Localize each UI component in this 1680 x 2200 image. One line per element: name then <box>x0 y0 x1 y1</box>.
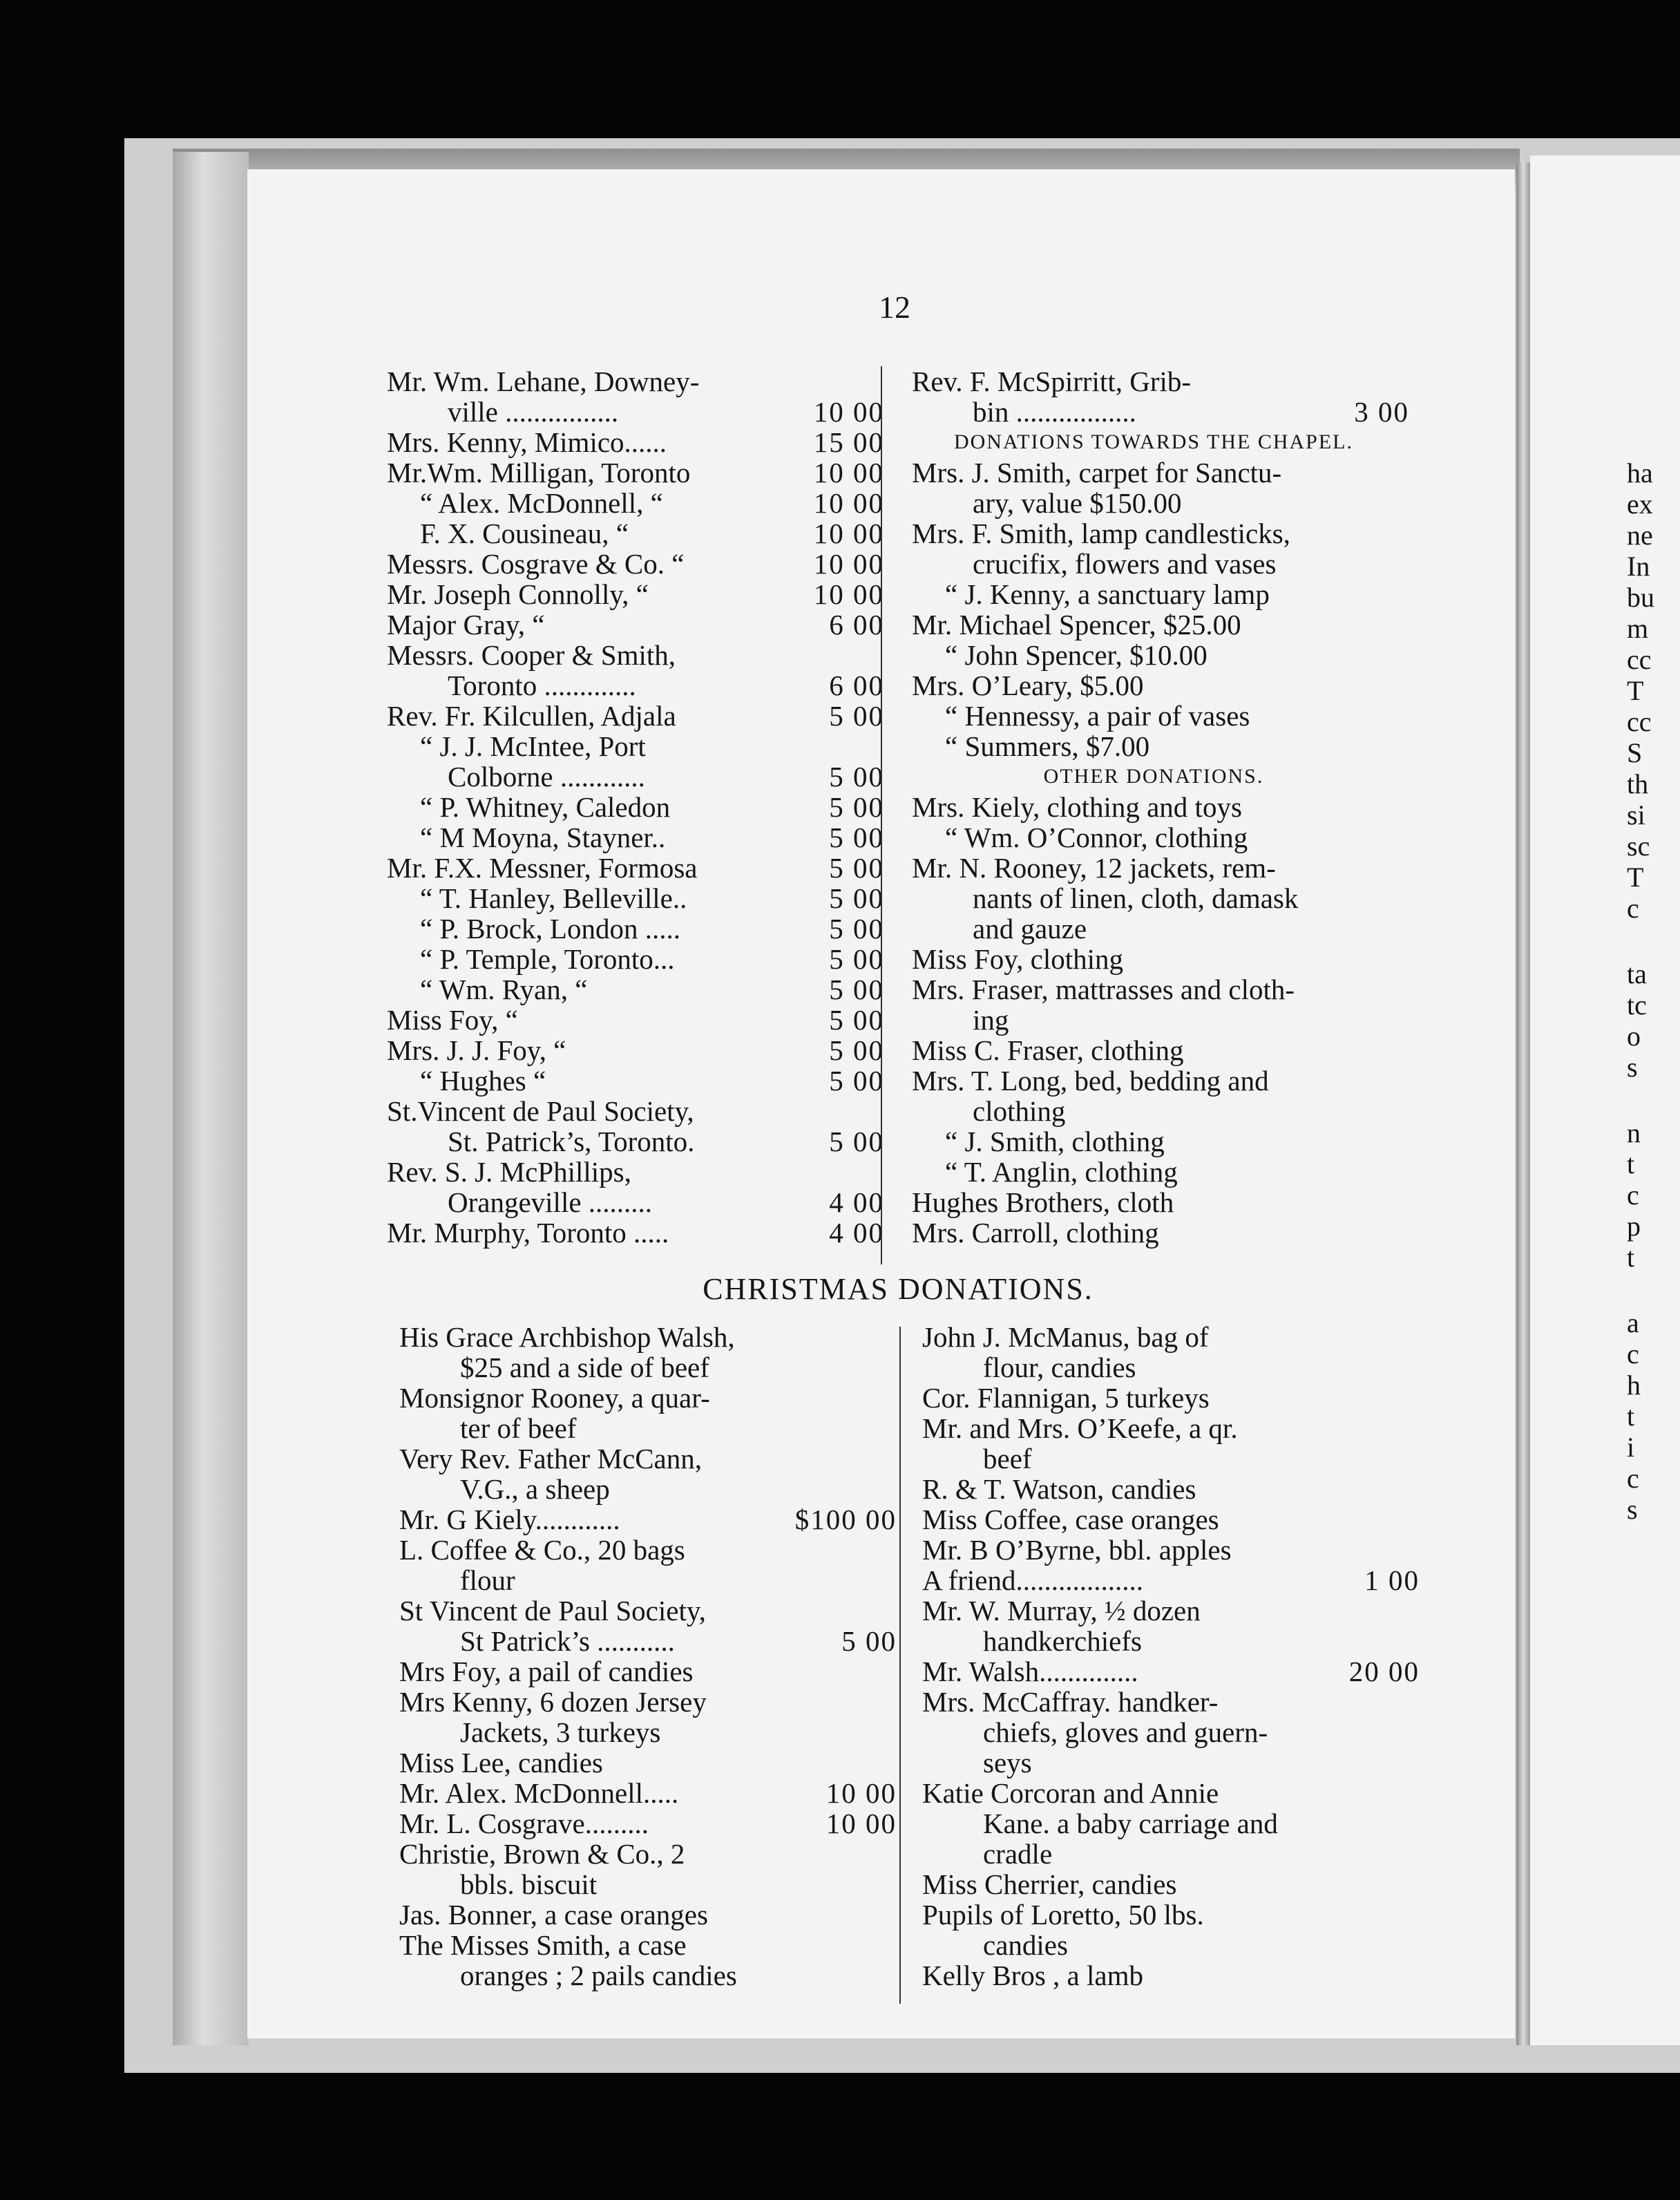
donor-text-continued: St Patrick’s ........... <box>460 1625 675 1657</box>
donor-text: A friend.................. <box>922 1564 1143 1596</box>
donation-entry <box>399 1839 897 1899</box>
donation-entry <box>399 1747 897 1778</box>
donation-amount: 5 00 <box>829 1126 884 1157</box>
donor-text-continued: St. Patrick’s, Toronto. <box>448 1126 695 1157</box>
donation-entry <box>912 853 1409 944</box>
donation-entry <box>387 549 884 579</box>
donor-text-continued: beef <box>983 1443 1032 1474</box>
donor-text-continued: oranges ; 2 pails candies <box>460 1960 737 1991</box>
facing-page-fragment: o <box>1627 1021 1641 1052</box>
donation-entry <box>922 1413 1420 1474</box>
facing-page-fragment: T <box>1627 862 1644 893</box>
donation-entry <box>399 1504 897 1535</box>
donor-text-continued: Orangeville ......... <box>448 1186 653 1218</box>
donation-entry <box>399 1322 897 1383</box>
donor-text: Mrs. J. Smith, carpet for Sanctu- <box>912 457 1282 489</box>
facing-page-fragment: t <box>1627 1401 1635 1432</box>
donation-amount: 5 00 <box>829 791 884 823</box>
donation-entry <box>912 1157 1409 1187</box>
facing-page-fragment: t <box>1627 1148 1635 1179</box>
donor-text: Miss Coffee, case oranges <box>922 1504 1219 1535</box>
donation-entry <box>387 701 884 731</box>
donor-text: Mr. L. Cosgrave......... <box>399 1808 649 1839</box>
donor-text: The Misses Smith, a case <box>399 1929 687 1961</box>
donor-text-continued: V.G., a sheep <box>460 1473 610 1505</box>
donation-entry <box>922 1778 1420 1869</box>
donation-amount: 5 00 <box>829 822 884 853</box>
facing-page-fragment: c <box>1627 1179 1639 1211</box>
donor-text: Messrs. Cooper & Smith, <box>387 639 676 671</box>
donation-amount: 5 00 <box>829 761 884 793</box>
facing-page-fragment: ha <box>1627 457 1653 489</box>
facing-page-fragment: T <box>1627 675 1644 706</box>
donor-text-continued: crucifix, flowers and vases <box>973 548 1277 580</box>
donation-amount: 5 00 <box>841 1625 897 1657</box>
donation-amount: 10 00 <box>813 457 884 489</box>
donor-text: Mr. B O’Byrne, bbl. apples <box>922 1534 1232 1566</box>
donation-entry <box>387 822 884 853</box>
donation-entry <box>912 822 1409 853</box>
donor-text: “ Hughes “ <box>420 1065 546 1097</box>
donation-entry <box>399 1778 897 1808</box>
donor-text-continued: seys <box>983 1747 1032 1779</box>
facing-page-fragment: i <box>1627 1432 1635 1463</box>
donor-text: Rev. S. J. McPhillips, <box>387 1156 631 1188</box>
facing-page-fragment: n <box>1627 1117 1641 1148</box>
facing-page-fragment: s <box>1627 1052 1638 1083</box>
donation-amount: 5 00 <box>829 852 884 884</box>
donation-entry <box>387 640 884 701</box>
donation-amount: 5 00 <box>829 1034 884 1066</box>
donation-entry <box>387 488 884 518</box>
donation-entry <box>912 640 1409 670</box>
donation-entry <box>387 1157 884 1217</box>
donation-amount: 5 00 <box>829 1065 884 1097</box>
donor-text-continued: Colborne ............ <box>448 761 645 793</box>
donor-text: His Grace Archbishop Walsh, <box>399 1321 735 1353</box>
donor-text: “ M Moyna, Stayner.. <box>420 822 666 853</box>
donation-amount: 10 00 <box>813 487 884 519</box>
donor-text: Mrs. McCaffray. handker- <box>922 1686 1219 1718</box>
donor-text-continued: bin ................. <box>973 396 1136 428</box>
donation-entry <box>912 731 1409 761</box>
donation-entry <box>912 792 1409 822</box>
donation-list-right <box>912 366 1409 1248</box>
donor-text-continued: Toronto ............. <box>448 670 636 701</box>
donation-entry <box>912 1187 1409 1217</box>
donor-text-continued: and gauze <box>973 913 1087 945</box>
donation-entry <box>387 944 884 974</box>
donor-text: Monsignor Rooney, a quar- <box>399 1382 710 1414</box>
donation-amount: 5 00 <box>829 700 884 732</box>
facing-page-fragment: c <box>1627 1463 1639 1494</box>
donor-text: John J. McManus, bag of <box>922 1321 1209 1353</box>
donation-entry <box>387 792 884 822</box>
facing-page-fragment: s <box>1627 1494 1638 1525</box>
facing-page-fragment: cc <box>1627 644 1652 675</box>
donation-entry <box>922 1535 1420 1565</box>
donation-amount: 10 00 <box>813 578 884 610</box>
donor-text: “ Wm. O’Connor, clothing <box>945 822 1248 853</box>
donation-amount: 5 00 <box>829 913 884 945</box>
donation-entry <box>387 731 884 792</box>
donation-entry <box>399 1899 897 1930</box>
donation-entry <box>912 1035 1409 1065</box>
facing-page-fragment: c <box>1627 1338 1639 1369</box>
donor-text-continued: candies <box>983 1929 1068 1961</box>
donation-entry <box>387 1005 884 1035</box>
donor-text: Mr. W. Murray, ½ dozen <box>922 1595 1201 1627</box>
donor-text-continued: ville ................ <box>448 396 619 428</box>
donor-text-continued: nants of linen, cloth, damask <box>973 882 1299 914</box>
donation-entry <box>922 1656 1420 1687</box>
donation-entry <box>922 1504 1420 1535</box>
facing-page-fragment: si <box>1627 799 1645 831</box>
facing-page-fragment: sc <box>1627 831 1650 862</box>
facing-page-fragment: a <box>1627 1307 1639 1338</box>
donation-entry <box>399 1595 897 1656</box>
donor-text: “ T. Hanley, Belleville.. <box>420 882 687 914</box>
donation-amount: 10 00 <box>825 1777 897 1809</box>
donation-entry <box>922 1899 1420 1960</box>
donation-entry <box>387 1217 884 1248</box>
section-subheading: DONATIONS TOWARDS THE CHAPEL. <box>953 430 1354 453</box>
donor-text: “ Hennessy, a pair of vases <box>945 700 1250 732</box>
donor-text: Katie Corcoran and Annie <box>922 1777 1219 1809</box>
donation-entry <box>922 1474 1420 1504</box>
donor-text: Mr. Walsh.............. <box>922 1656 1138 1687</box>
donation-amount: 20 00 <box>1348 1656 1420 1687</box>
donor-text: Jas. Bonner, a case oranges <box>399 1899 708 1931</box>
donor-text: “ T. Anglin, clothing <box>945 1156 1178 1188</box>
donor-text-continued: ary, value $150.00 <box>973 487 1182 519</box>
facing-page <box>1530 155 1680 2045</box>
donor-text: “ John Spencer, $10.00 <box>945 639 1208 671</box>
donor-text-continued: ter of beef <box>460 1412 577 1444</box>
column-divider <box>899 1327 901 2004</box>
donation-entry <box>922 1687 1420 1778</box>
donation-amount: 1 00 <box>1364 1564 1420 1596</box>
donor-text-continued: handkerchiefs <box>983 1625 1142 1657</box>
donation-entry <box>387 913 884 944</box>
donor-text: Hughes Brothers, cloth <box>912 1186 1174 1218</box>
facing-page-fragment: h <box>1627 1369 1641 1401</box>
facing-page-fragment: c <box>1627 893 1639 924</box>
facing-page-fragment: m <box>1627 613 1649 644</box>
donation-entry <box>912 1065 1409 1126</box>
facing-page-fragment: bu <box>1627 582 1654 613</box>
donation-entry <box>922 1869 1420 1899</box>
facing-page-fragment: p <box>1627 1211 1641 1242</box>
donor-text-continued: cradle <box>983 1838 1053 1870</box>
donor-text: Mr. Joseph Connolly, “ <box>387 578 649 610</box>
donation-entry <box>399 1930 897 1991</box>
donation-amount: 6 00 <box>829 609 884 641</box>
donor-text-continued: clothing <box>973 1095 1066 1127</box>
donor-text: Mr. Michael Spencer, $25.00 <box>912 609 1241 641</box>
donor-text: “ Alex. McDonnell, “ <box>420 487 663 519</box>
donation-amount: 4 00 <box>829 1186 884 1218</box>
facing-page-fragment: In <box>1627 551 1650 582</box>
donation-entry <box>387 1035 884 1065</box>
donation-entry <box>922 1565 1420 1595</box>
donor-text: St Vincent de Paul Society, <box>399 1595 706 1627</box>
page-gutter <box>1516 162 1530 2045</box>
facing-page-fragment: S <box>1627 737 1643 768</box>
donor-text: Pupils of Loretto, 50 lbs. <box>922 1899 1204 1931</box>
donation-entry <box>387 366 884 427</box>
donor-text: Mrs. J. J. Foy, “ <box>387 1034 566 1066</box>
donor-text-continued: chiefs, gloves and guern- <box>983 1716 1268 1748</box>
donation-amount: 10 00 <box>825 1808 897 1839</box>
donor-text: “ P. Whitney, Caledon <box>420 791 671 823</box>
donation-amount: 5 00 <box>829 974 884 1005</box>
donation-amount: 6 00 <box>829 670 884 701</box>
donor-text: Major Gray, “ <box>387 609 545 641</box>
donor-text: Cor. Flannigan, 5 turkeys <box>922 1382 1210 1414</box>
christmas-list-right <box>922 1322 1420 1991</box>
donor-text-continued: flour, candies <box>983 1352 1136 1383</box>
donor-text: Mr. N. Rooney, 12 jackets, rem- <box>912 852 1276 884</box>
donor-text-continued: bbls. biscuit <box>460 1868 598 1900</box>
donor-text-continued: $25 and a side of beef <box>460 1352 709 1383</box>
donor-text: Mr. G Kiely............ <box>399 1504 620 1535</box>
donor-text: Christie, Brown & Co., 2 <box>399 1838 685 1870</box>
donation-entry <box>912 944 1409 974</box>
donor-text: “ Wm. Ryan, “ <box>420 974 588 1005</box>
facing-page-fragment: ne <box>1627 520 1653 551</box>
donation-entry <box>399 1443 897 1504</box>
page-number: 12 <box>879 290 910 325</box>
donor-text: “ Summers, $7.00 <box>945 730 1150 762</box>
book-spine <box>173 152 249 2045</box>
donor-text: Mrs. Fraser, mattrasses and cloth- <box>912 974 1295 1005</box>
donation-entry <box>912 366 1409 427</box>
donation-entry <box>912 1126 1409 1157</box>
donation-entry <box>912 457 1409 518</box>
donor-text: Messrs. Cosgrave & Co. “ <box>387 548 685 580</box>
donation-entry <box>387 609 884 640</box>
donor-text: Mrs Foy, a pail of candies <box>399 1656 694 1687</box>
donor-text: “ J. Kenny, a sanctuary lamp <box>945 578 1270 610</box>
section-subheading: OTHER DONATIONS. <box>1043 765 1264 788</box>
donation-entry <box>922 1595 1420 1656</box>
donor-text: St.Vincent de Paul Society, <box>387 1095 694 1127</box>
donor-text: “ P. Brock, London ..... <box>420 913 680 945</box>
facing-page-fragment: tc <box>1627 989 1647 1021</box>
donor-text: Rev. F. McSpirritt, Grib- <box>912 366 1192 397</box>
donor-text: “ P. Temple, Toronto... <box>420 943 675 975</box>
donation-list-left <box>387 366 884 1248</box>
donation-entry <box>387 974 884 1005</box>
donor-text: “ J. J. McIntee, Port <box>420 730 646 762</box>
donation-amount: 15 00 <box>813 426 884 458</box>
donation-entry <box>387 518 884 549</box>
donor-text: Mr. and Mrs. O’Keefe, a qr. <box>922 1412 1238 1444</box>
donor-text: Mrs. T. Long, bed, bedding and <box>912 1065 1269 1097</box>
donor-text: Miss Foy, “ <box>387 1004 518 1036</box>
donation-amount: $100 00 <box>794 1504 897 1535</box>
donor-text: “ J. Smith, clothing <box>945 1126 1165 1157</box>
donor-text: Mrs Kenny, 6 dozen Jersey <box>399 1686 707 1718</box>
donation-amount: 5 00 <box>829 882 884 914</box>
facing-page-fragment: ta <box>1627 958 1647 989</box>
christmas-list-left <box>399 1322 897 1991</box>
donation-entry <box>922 1383 1420 1413</box>
donation-entry <box>387 853 884 883</box>
donor-text: Mrs. Carroll, clothing <box>912 1217 1159 1249</box>
donor-text-continued: Kane. a baby carriage and <box>983 1808 1278 1839</box>
donation-entry <box>399 1535 897 1595</box>
facing-page-fragment: cc <box>1627 706 1652 737</box>
donation-entry <box>912 701 1409 731</box>
donation-entry <box>912 670 1409 701</box>
donor-text: Mrs. F. Smith, lamp candlesticks, <box>912 518 1290 549</box>
donor-text: Mr. Alex. McDonnell..... <box>399 1777 679 1809</box>
donor-text: Mr. F.X. Messner, Formosa <box>387 852 698 884</box>
donation-amount: 4 00 <box>829 1217 884 1249</box>
donor-text-continued: Jackets, 3 turkeys <box>460 1716 661 1748</box>
facing-page-fragment: ex <box>1627 489 1653 520</box>
donation-entry <box>912 1217 1409 1248</box>
donation-amount: 5 00 <box>829 943 884 975</box>
facing-page-fragment: th <box>1627 768 1649 799</box>
donation-entry <box>399 1687 897 1747</box>
donor-text: Mr. Wm. Lehane, Downey- <box>387 366 700 397</box>
donation-amount: 3 00 <box>1354 396 1409 428</box>
donation-entry <box>387 1065 884 1096</box>
donation-entry <box>912 579 1409 609</box>
donor-text: Kelly Bros , a lamb <box>922 1960 1143 1991</box>
donor-text: Mr. Murphy, Toronto ..... <box>387 1217 669 1249</box>
christmas-heading: CHRISTMAS DONATIONS. <box>703 1272 1094 1306</box>
donation-entry <box>922 1322 1420 1383</box>
donation-amount: 10 00 <box>813 396 884 428</box>
column-divider <box>881 366 882 1264</box>
donor-text: Mrs. Kenny, Mimico...... <box>387 426 667 458</box>
donation-amount: 10 00 <box>813 548 884 580</box>
donation-entry <box>387 457 884 488</box>
donor-text: Miss Foy, clothing <box>912 943 1124 975</box>
donation-entry <box>912 518 1409 579</box>
donation-entry <box>399 1808 897 1839</box>
donation-entry <box>387 1096 884 1157</box>
donation-amount: 5 00 <box>829 1004 884 1036</box>
donor-text: Miss Lee, candies <box>399 1747 603 1779</box>
donor-text: F. X. Cousineau, “ <box>420 518 629 549</box>
donation-entry <box>399 1656 897 1687</box>
donor-text: Rev. Fr. Kilcullen, Adjala <box>387 700 676 732</box>
donor-text: Miss C. Fraser, clothing <box>912 1034 1184 1066</box>
donation-entry <box>387 883 884 913</box>
donor-text-continued: ing <box>973 1004 1009 1036</box>
donor-text: Miss Cherrier, candies <box>922 1868 1177 1900</box>
donor-text: Mr.Wm. Milligan, Toronto <box>387 457 691 489</box>
donation-amount: 10 00 <box>813 518 884 549</box>
facing-page-text <box>1530 155 1680 2045</box>
donor-text: Very Rev. Father McCann, <box>399 1443 702 1474</box>
donor-text-continued: flour <box>460 1564 515 1596</box>
donation-entry <box>387 579 884 609</box>
donation-entry <box>922 1960 1420 1991</box>
donor-text: Mrs. O’Leary, $5.00 <box>912 670 1144 701</box>
donor-text: L. Coffee & Co., 20 bags <box>399 1534 685 1566</box>
facing-page-fragment: t <box>1627 1242 1635 1273</box>
donation-entry <box>912 609 1409 640</box>
donation-entry <box>399 1383 897 1443</box>
donation-entry <box>387 427 884 457</box>
donor-text: Mrs. Kiely, clothing and toys <box>912 791 1242 823</box>
donor-text: R. & T. Watson, candies <box>922 1473 1196 1505</box>
donation-entry <box>912 974 1409 1035</box>
